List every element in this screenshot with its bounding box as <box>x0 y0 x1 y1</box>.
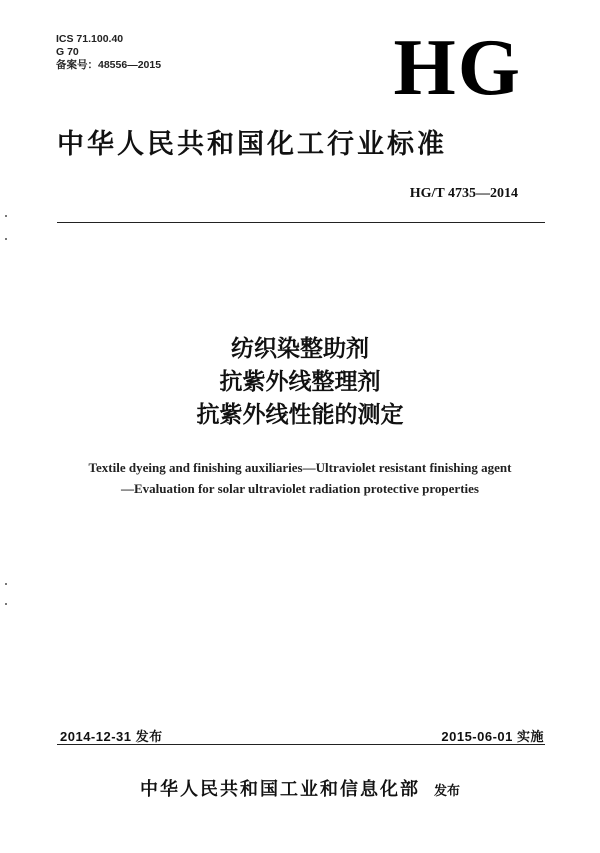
ics-code: ICS 71.100.40 <box>56 33 124 45</box>
issue-date: 2014-12-31 发布 <box>60 729 163 744</box>
chinese-title-line-1: 纺织染整助剂 <box>231 336 369 362</box>
standard-metadata <box>56 33 161 72</box>
scan-speck <box>5 603 7 605</box>
standard-type-heading: 中华人民共和国化工行业标准 <box>57 129 447 160</box>
top-divider <box>57 222 545 223</box>
chinese-title-line-3: 抗紫外线性能的测定 <box>196 402 404 428</box>
scan-speck <box>5 215 7 217</box>
record-number: 备案号：48556—2015 <box>56 59 162 71</box>
english-title-line-2: —Evaluation for solar ultraviolet radiation protective properties <box>121 481 479 496</box>
english-title-line-1: Textile dyeing and finishing auxiliaries—Ultraviolet resistant finishing agent <box>88 460 512 475</box>
hg-logo: HG <box>393 24 522 112</box>
scan-speck <box>5 238 7 240</box>
publish-label: 发布 <box>433 784 460 799</box>
bottom-divider <box>57 744 545 745</box>
ccs-code: G 70 <box>56 46 79 58</box>
scan-speck <box>5 583 7 585</box>
publisher-name: 中华人民共和国工业和信息化部 <box>139 779 420 800</box>
chinese-title <box>0 333 600 432</box>
english-title <box>0 457 600 499</box>
publisher-line <box>0 775 600 801</box>
chinese-title-line-2: 抗紫外线整理剂 <box>219 369 381 395</box>
standard-code: HG/T 4735—2014 <box>409 186 518 201</box>
implementation-date: 2015-06-01 实施 <box>441 729 544 744</box>
